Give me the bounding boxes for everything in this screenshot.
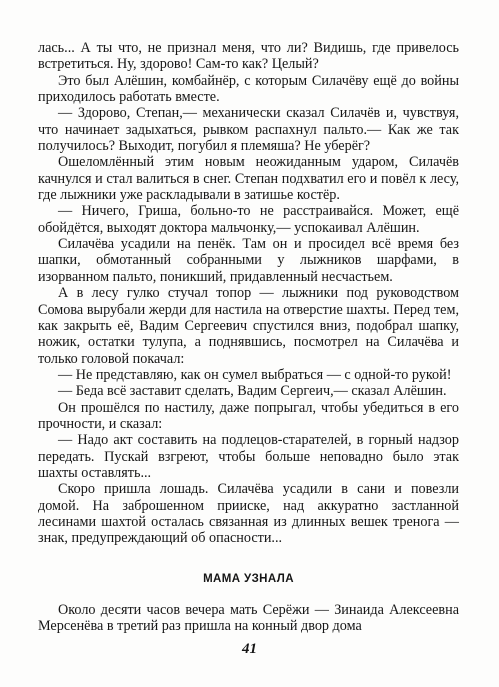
body-text bbox=[38, 40, 459, 547]
paragraph-1: лась... А ты что, не признал меня, что ли? Видишь, где привелось встретиться. Ну, здорово! Сам-то как? Целый? bbox=[38, 40, 459, 73]
paragraph-8: — Не представляю, как он сумел выбраться — с одной-то рукой! bbox=[58, 366, 452, 383]
paragraph-11: — Надо акт составить на подлецов-старателей, в горный надзор передать. Пускай взгреют, чтобы больше неповадно было этак шахты оставлять... bbox=[38, 432, 459, 481]
paragraph-12: Скоро пришла лошадь. Силачёва усадили в сани и повезли домой. На заброшенном прииске, над аккуратно застланной лесинами шахтой осталась связанная из длинных вешек тренога — знак, предупреждающий об опасности... bbox=[38, 481, 459, 547]
paragraph-5: — Ничего, Гриша, больно-то не расстраивайся. Может, ещё обойдётся, выходят доктора мальчонку,— успокаивал Алёшин. bbox=[38, 203, 459, 236]
chapter-paragraph: Около десяти часов вечера мать Серёжи — Зинаида Алексеевна Мерсенёва в третий раз пришла на конный двор дома bbox=[38, 602, 459, 635]
paragraph-6: Силачёва усадили на пенёк. Там он и просидел всё время без шапки, обмотанный собранными у лыжников шарфами, в изорванном пальто, поникший, придавленный несчастьем. bbox=[38, 236, 459, 285]
paragraph-2: Это был Алёшин, комбайнёр, с которым Силачёву ещё до войны приходилось работать вместе. bbox=[38, 72, 459, 106]
chapter-heading: МАМА УЗНАЛА bbox=[203, 573, 294, 585]
paragraph-4: Ошеломлённый этим новым неожиданным ударом, Силачёв качнулся и стал валиться в снег. Степан подхватил его и повёл к лесу, где лыжники уже раскладывали в затишье костёр. bbox=[38, 154, 459, 204]
paragraph-10: Он прошёлся по настилу, даже попрыгал, чтобы убедиться в его прочности, и сказал: bbox=[38, 399, 459, 432]
paragraph-9: — Беда всё заставит сделать, Вадим Сергеич,— сказал Алёшин. bbox=[58, 383, 447, 400]
page-number: 41 bbox=[242, 641, 257, 657]
chapter-text bbox=[38, 602, 459, 635]
paragraph-7: А в лесу гулко стучал топор — лыжники под руководством Сомова вырубали жерди для настила на отверстие шахты. Перед тем, как закрыть её, Вадим Сергеевич спустился вниз, подобрал шапку, ножик, остатки тулупа, а поднявшись, посмотрел на Силачёва и только головой покачал: bbox=[38, 285, 459, 367]
paragraph-3: — Здорово, Степан,— механически сказал Силачёв и, чувствуя, что начинает задыхаться, рывком распахнул пальто.— Как же так получилось? Выходит, погубил я племяша? Не уберёг? bbox=[38, 105, 459, 155]
